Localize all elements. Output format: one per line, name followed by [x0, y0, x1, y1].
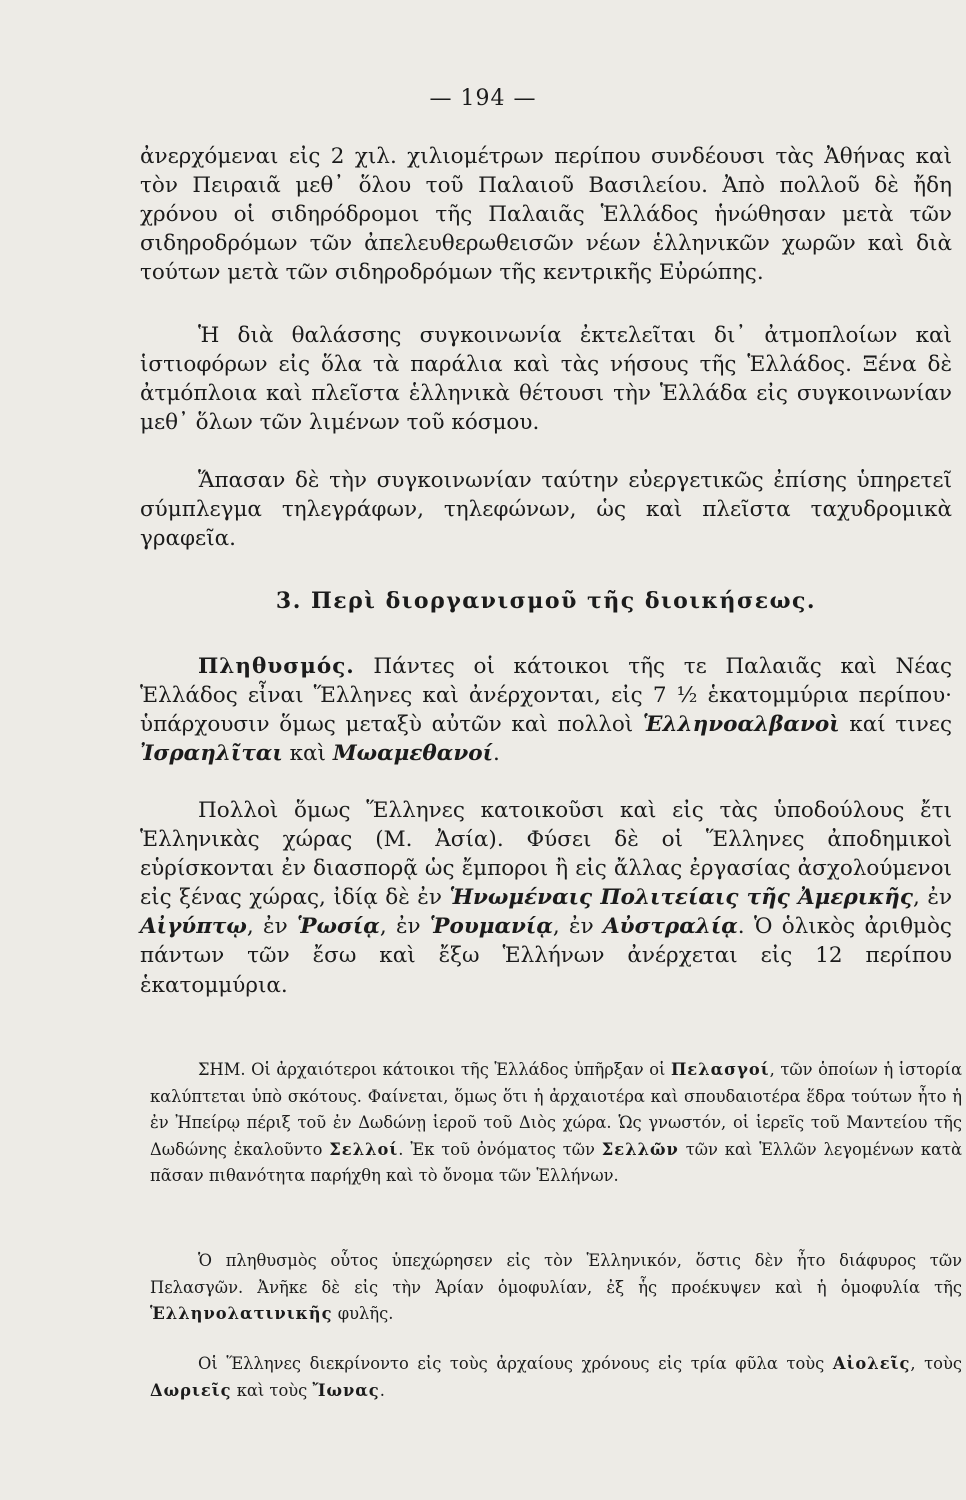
emphasis-term: Αἰγύπτῳ: [140, 914, 247, 940]
note-text: Ὁ πληθυσμὸς οὗτος ὑπεχώρησεν εἰς τὸν Ἑλληνικόν, ὅστις δὲν ἦτο διάφυρος τῶν Πελασγῶν. Ἀνῆκε δὲ εἰς τὴν Ἀρίαν ὁμοφυλίαν, ἐξ ἧς προέκυψεν καὶ ἡ ὁμοφυλία τῆς: [150, 1251, 962, 1297]
note-text: τῶν καὶ Ἑλλῶν λεγομένων κατὰ πᾶσαν πιθανότητα παρήχθη καὶ τὸ ὄνομα τῶν Ἑλλήνων.: [150, 1139, 962, 1185]
bold-term: Ἑλληνολατινικῆς: [150, 1304, 333, 1323]
note-tribes: [150, 1351, 962, 1404]
paragraph-text: ἀνερχόμεναι εἰς 2 χιλ. χιλιομέτρων περίπου συνδέουσι τὰς Ἀθήνας καὶ τὸν Πειραιᾶ μεθ᾽ ὅλου τοῦ Παλαιοῦ Βασιλείου. Ἀπὸ πολλοῦ δὲ ἤδη χρόνου οἱ σιδηρόδρομοι τῆς Παλαιᾶς Ἑλλάδος ἡνώθησαν μετὰ τῶν σιδηροδρόμων τῶν ἀπελευθερωθεισῶν νέων ἑλληνικῶν χωρῶν καὶ διὰ τούτων μετὰ τῶν σιδηροδρόμων τῆς κεντρικῆς Εὐρώπης.: [140, 144, 952, 286]
emphasis-term: Μωαμεθανοί: [332, 741, 493, 767]
paragraph-text: καί τινες: [839, 712, 952, 738]
paragraph-text: .: [492, 741, 500, 767]
emphasis-term: Ἰσραηλῖται: [140, 741, 283, 767]
note-text: , τῶν ὁποίων ἡ ἱστορία καλύπτεται ὑπὸ σκότους. Φαίνεται, ὅμως ὅτι ἡ ἀρχαιοτέρα καὶ σπουδαιοτέρα ἕδρα τούτων ἦτο ἡ ἐν Ἠπείρῳ πέριξ τοῦ ἐν Δωδώνῃ ἱεροῦ τοῦ Διὸς χώρα. Ὡς γνωστόν, οἱ ἱερεῖς τοῦ Μαντείου τῆς Δωδώνης ἐκαλοῦντο: [150, 1060, 962, 1159]
paragraph-railways: [140, 142, 952, 287]
paragraph-text: Ἡ διὰ θαλάσσης συγκοινωνία ἐκτελεῖται δι᾽ ἀτμοπλοίων καὶ ἱστιοφόρων εἰς ὅλα τὰ παράλια καὶ τὰς νήσους τῆς Ἑλλάδος. Ξένα δὲ ἀτμόπλοια καὶ πλεῖστα ἑλληνικὰ θέτουσι τὴν Ἑλλάδα εἰς συγκοινωνίαν μεθ᾽ ὅλων τῶν λιμένων τοῦ κόσμου.: [140, 323, 952, 436]
note-text: φυλῆς.: [332, 1304, 394, 1323]
paragraph-text: Ἅπασαν δὲ τὴν συγκοινωνίαν ταύτην εὐεργετικῶς ἐπίσης ὑπηρετεῖ σύμπλεγμα τηλεγράφων, τηλεφώνων, ὡς καὶ πλεῖστα ταχυδρομικὰ γραφεῖα.: [140, 468, 952, 552]
note-pelasgians: [150, 1057, 962, 1190]
paragraph-text: Πολλοὶ ὅμως Ἕλληνες κατοικοῦσι καὶ εἰς τὰς ὑποδούλους ἔτι Ἑλληνικὰς χώρας (Μ. Ἀσία). Φύσει δὲ οἱ Ἕλληνες ἀποδημικοὶ εὑρίσκονται ἐν διασπορᾷ ὡς ἔμποροι ἢ εἰς ἄλλας ἐργασίας ἀσχολούμενοι εἰς ξένας χώρας, ἰδίᾳ δὲ ἐν: [140, 798, 952, 911]
paragraph-text: , ἐν: [913, 885, 953, 911]
paragraph-population: [140, 652, 952, 768]
emphasis-term: Ῥωσίᾳ: [296, 914, 380, 940]
paragraph-text: , ἐν: [246, 914, 297, 940]
paragraph-text: Πάντες οἱ κάτοικοι τῆς τε Παλαιᾶς καὶ Νέας Ἑλλάδος εἶναι Ἕλληνες καὶ ἀνέρχονται, εἰς 7 ½ ἑκατομμύρια περίπου· ὑπάρχουσιν ὅμως μεταξὺ αὐτῶν καὶ πολλοὶ: [140, 654, 952, 738]
paragraph-lead-term: Πληθυσμός.: [198, 654, 355, 679]
emphasis-term: Ἑλληνοαλβανοὶ: [642, 712, 840, 738]
bold-term: Σελλῶν: [601, 1139, 679, 1159]
bold-term: Ἴωνας: [312, 1380, 380, 1400]
note-text: ΣΗΜ. Οἱ ἀρχαιότεροι κάτοικοι τῆς Ἑλλάδος ὑπῆρξαν οἱ: [198, 1060, 671, 1079]
note-hellenic: [150, 1248, 962, 1328]
note-text: . Ἐκ τοῦ ὀνόματος τῶν: [398, 1139, 602, 1159]
emphasis-term: Αὐστραλίᾳ: [602, 914, 738, 940]
paragraph-telegraph: [140, 466, 952, 553]
emphasis-term: Ῥουμανίᾳ: [429, 914, 553, 940]
paragraph-text: καὶ: [282, 741, 333, 767]
note-text: καὶ τοὺς: [231, 1380, 313, 1400]
note-text: , τοὺς: [910, 1354, 962, 1373]
page-number: — 194 —: [429, 86, 537, 111]
section-heading: 3. Περὶ διοργανισμοῦ τῆς διοικήσεως.: [275, 588, 817, 614]
paragraph-text: , ἐν: [379, 914, 430, 940]
paragraph-sea-transport: [140, 321, 952, 437]
emphasis-term: Ἡνωμέναις Πολιτείαις τῆς Ἀμερικῆς: [449, 885, 914, 911]
bold-term: Δωριεῖς: [150, 1380, 232, 1400]
paragraph-diaspora: [140, 796, 952, 1000]
paragraph-text: , ἐν: [552, 914, 603, 940]
note-text: .: [379, 1380, 385, 1400]
bold-term: Σελλοί: [329, 1139, 399, 1159]
bold-term: Αἰολεῖς: [832, 1354, 911, 1373]
paragraph-text: . Ὁ ὁλικὸς ἀριθμὸς πάντων τῶν ἔσω καὶ ἔξω Ἑλλήνων ἀνέρχεται εἰς 12 περίπου ἑκατομμύρια.: [140, 914, 952, 998]
bold-term: Πελασγοί: [670, 1060, 770, 1079]
note-text: Οἱ Ἕλληνες διεκρίνοντο εἰς τοὺς ἀρχαίους χρόνους εἰς τρία φῦλα τοὺς: [198, 1354, 833, 1373]
